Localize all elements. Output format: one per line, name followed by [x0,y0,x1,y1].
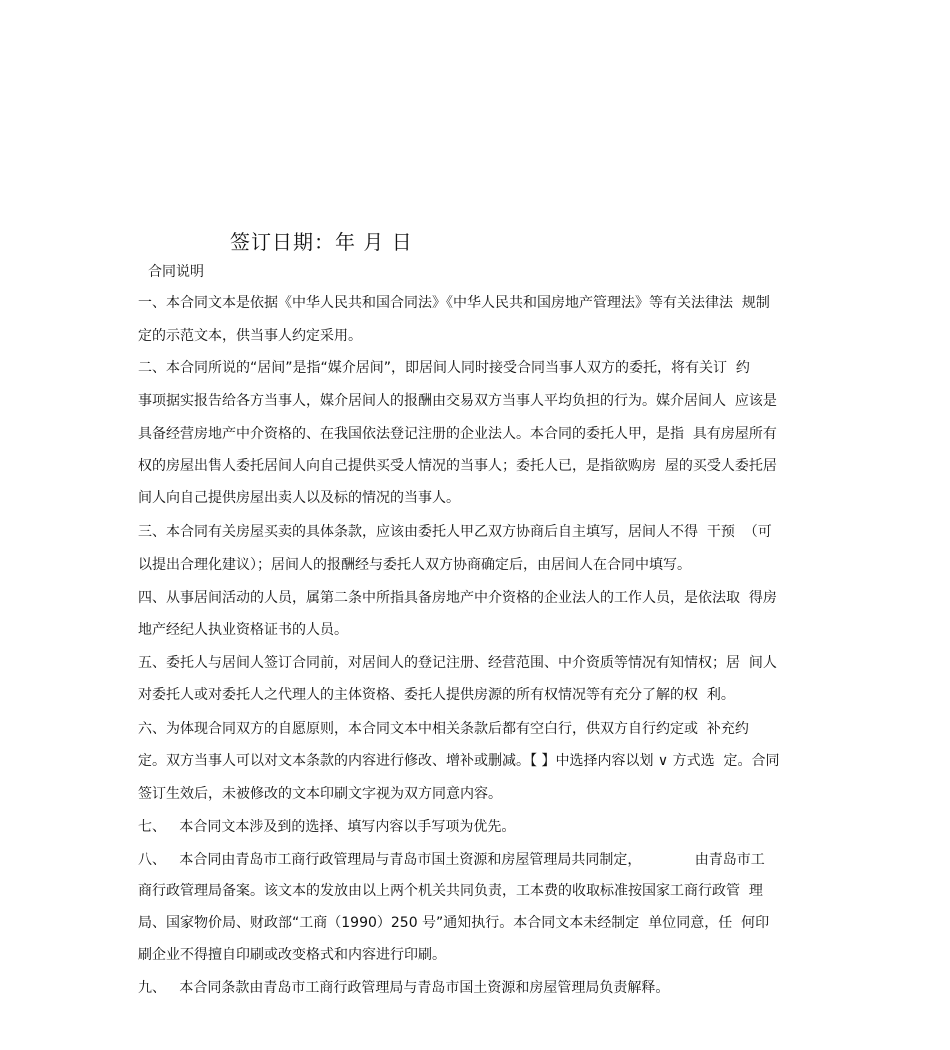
paragraph-line: 六、为体现合同双方的自愿原则，本合同文本中相关条款后都有空白行，供双方自行约定或 补充约 [138,721,749,737]
paragraph-line: 以提出合理化建议）；居间人的报酬经与委托人双方协商确定后，由居间人在合同中填写。 [138,557,691,573]
paragraph-line: 商行政管理局备案。该文本的发放由以上两个机关共同负责，工本费的收取标准按国家工商行政管 理 [138,883,763,899]
paragraph-line: 权的房屋出售人委托居间人向自己提供买受人情况的当事人；委托人已，是指欲购房 屋的买受人委托居 [138,458,777,474]
paragraph-line: 签订生效后，未被修改的文本印刷文字视为双方同意内容。 [138,786,502,802]
paragraph-line: 四、从事居间活动的人员，属第二条中所指具备房地产中介资格的企业法人的工作人员，是依法取 得房 [138,590,777,606]
sign-date-line: 签订日期：年 月 日 [230,230,413,254]
contract-notes-heading: 合同说明 [148,264,204,280]
paragraph-line: 定。双方当事人可以对文本条款的内容进行修改、增补或删减。【 】中选择内容以划 ∨ 方式选 定。合同 [138,753,780,769]
paragraph-line: 对委托人或对委托人之代理人的主体资格、委托人提供房源的所有权情况等有充分了解的权 利。 [138,687,735,703]
paragraph-line: 事项据实报告给各方当事人，媒介居间人的报酬由交易双方当事人平均负担的行为。媒介居间人 应该是 [138,393,777,409]
paragraph-line: 八、 本合同由青岛市工商行政管理局与青岛市国土资源和房屋管理局共同制定， 由青岛市工 [138,852,765,868]
paragraph-line: 定的示范文本，供当事人约定采用。 [138,328,362,344]
paragraph-line: 二、本合同所说的“居间”是指“媒介居间”，即居间人同时接受合同当事人双方的委托，将有关订 约 [138,360,750,376]
paragraph-line: 刷企业不得擅自印刷或改变格式和内容进行印刷。 [138,947,446,963]
paragraph-line: 局、国家物价局、财政部“工商（1990）250 号”通知执行。本合同文本未经制定 单位同意，任 何印 [138,915,770,931]
paragraph-line: 五、委托人与居间人签订合同前，对居间人的登记注册、经营范围、中介资质等情况有知情权；居 间人 [138,655,777,671]
paragraph-line: 地产经纪人执业资格证书的人员。 [138,622,348,638]
paragraph-line: 间人向自己提供房屋出卖人以及标的情况的当事人。 [138,490,460,506]
paragraph-line: 三、本合同有关房屋买卖的具体条款，应该由委托人甲乙双方协商后自主填写，居间人不得 干预 （可 [138,524,772,540]
paragraph-line: 七、 本合同文本涉及到的选择、填写内容以手写项为优先。 [138,819,516,835]
paragraph-line: 一、本合同文本是依据《中华人民共和国合同法》《中华人民共和国房地产管理法》等有关法律法 规制 [138,295,770,311]
paragraph-line: 具备经营房地产中介资格的、在我国依法登记注册的企业法人。本合同的委托人甲，是指 具有房屋所有 [138,426,777,442]
paragraph-line: 九、 本合同条款由青岛市工商行政管理局与青岛市国土资源和房屋管理局负责解释。 [138,980,670,996]
